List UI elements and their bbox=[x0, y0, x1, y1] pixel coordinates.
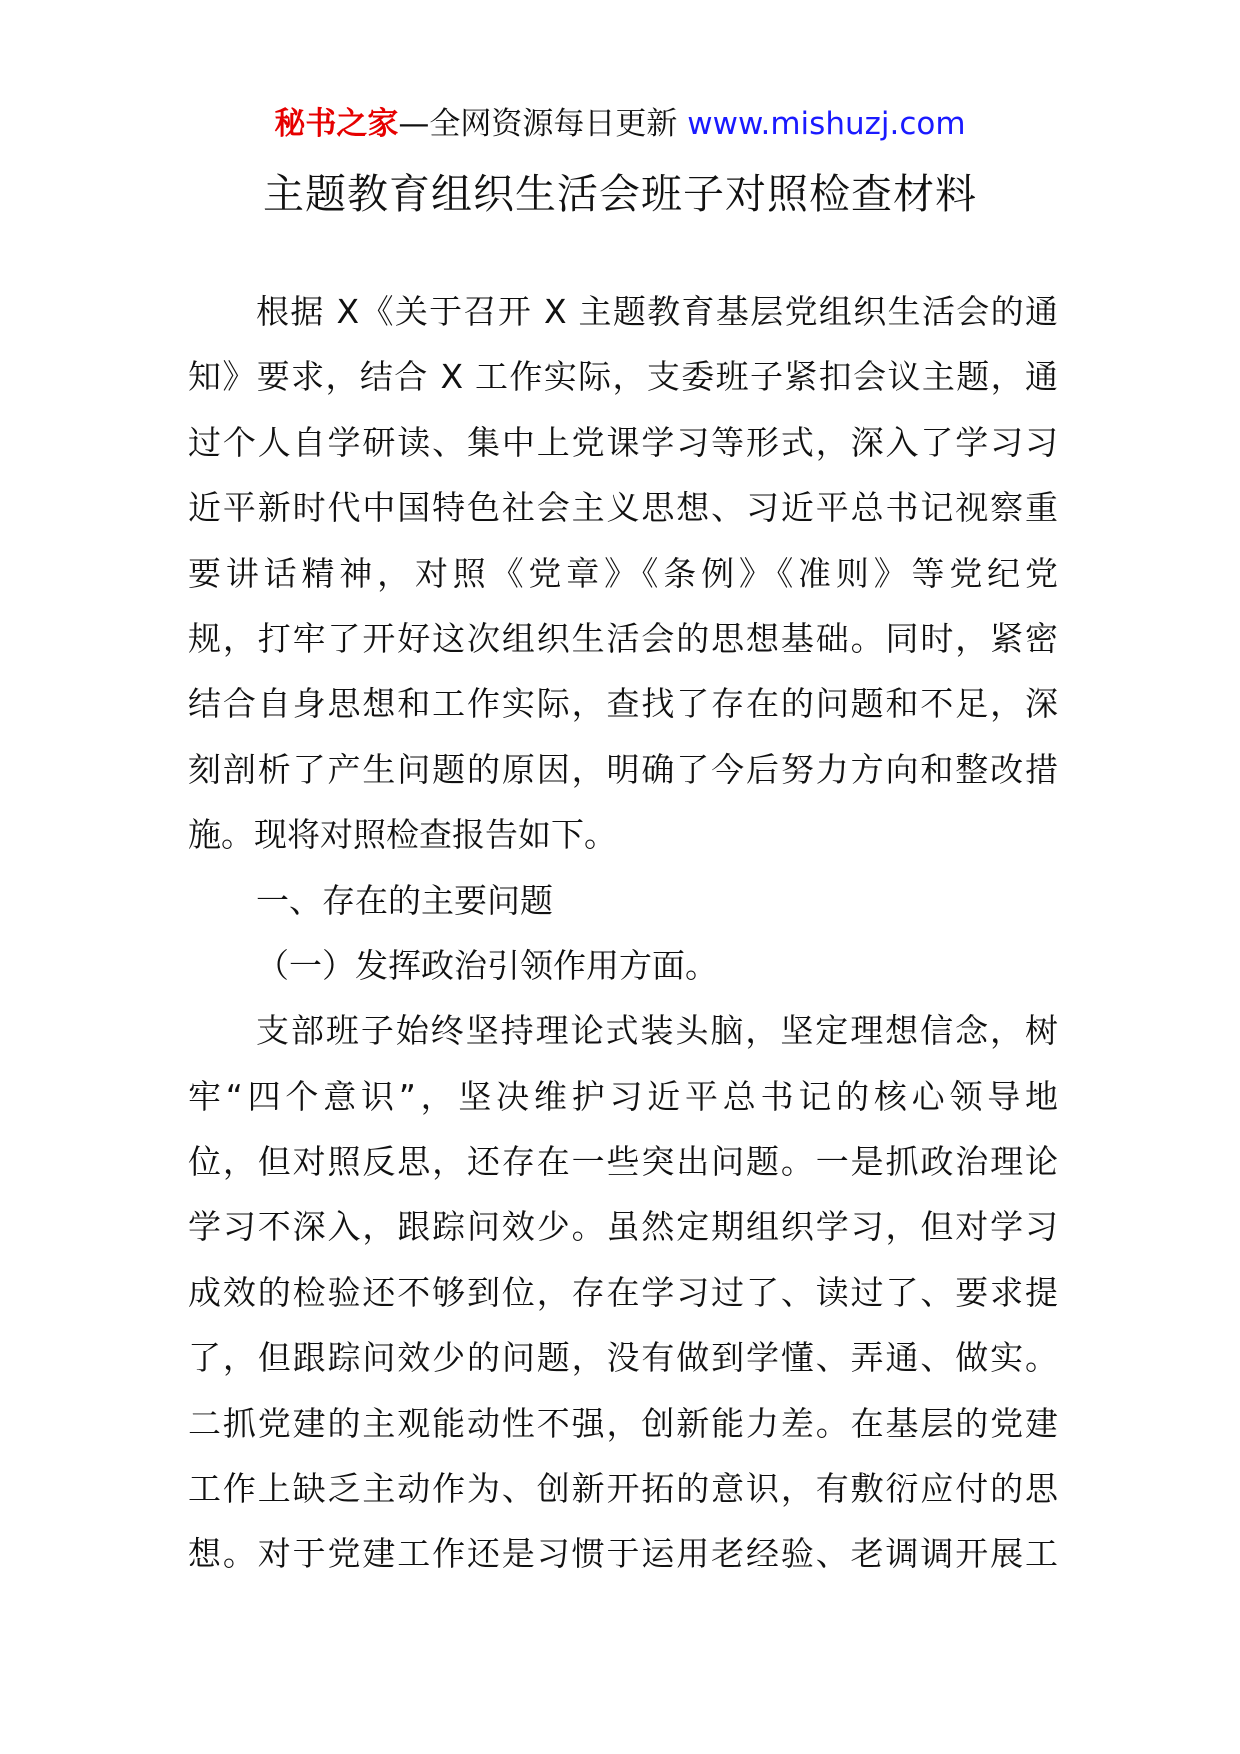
paragraph-line: 刻剖析了产生问题的原因，明确了今后努力方向和整改措 bbox=[188, 749, 1058, 789]
paragraph-line: 了，但跟踪问效少的问题，没有做到学懂、弄通、做实。 bbox=[188, 1338, 1058, 1378]
document-title: 主题教育组织生活会班子对照检查材料 bbox=[263, 170, 977, 218]
paragraph-line: 结合自身思想和工作实际，查找了存在的问题和不足，深 bbox=[188, 684, 1058, 724]
paragraph-line: 牢“四个意识”，坚决维护习近平总书记的核心领导地 bbox=[188, 1076, 1058, 1116]
paragraph-line: 施。现将对照检查报告如下。 bbox=[188, 815, 617, 855]
paragraph-line: 学习不深入，跟踪问效少。虽然定期组织学习，但对学习 bbox=[188, 1207, 1058, 1247]
paragraph-line: 想。对于党建工作还是习惯于运用老经验、老调调开展工 bbox=[188, 1534, 1058, 1574]
paragraph-line: 位，但对照反思，还存在一些突出问题。一是抓政治理论 bbox=[188, 1142, 1058, 1182]
paragraph-line: 支部班子始终坚持理论式装头脑，坚定理想信念，树 bbox=[256, 1011, 1058, 1051]
section-heading: 一、存在的主要问题 bbox=[256, 880, 553, 920]
document-body bbox=[188, 290, 1058, 1598]
site-url[interactable]: www.mishuzj.com bbox=[687, 106, 966, 142]
subsection-heading: （一）发挥政治引领作用方面。 bbox=[256, 945, 718, 985]
paragraph-line: 要讲话精神，对照《党章》《条例》《准则》等党纪党 bbox=[188, 553, 1058, 593]
paragraph-line: 知》要求，结合 X 工作实际，支委班子紧扣会议主题，通 bbox=[188, 357, 1058, 397]
site-header bbox=[0, 102, 1240, 146]
paragraph-line: 成效的检验还不够到位，存在学习过了、读过了、要求提 bbox=[188, 1272, 1058, 1312]
paragraph-line: 根据 X《关于召开 X 主题教育基层党组织生活会的通 bbox=[256, 292, 1058, 331]
paragraph-line: 规，打牢了开好这次组织生活会的思想基础。同时，紧密 bbox=[188, 618, 1058, 658]
site-slogan: —全网资源每日更新 bbox=[398, 106, 688, 142]
paragraph-line: 工作上缺乏主动作为、创新开拓的意识，有敷衍应付的思 bbox=[188, 1469, 1058, 1509]
paragraph-line: 近平新时代中国特色社会主义思想、习近平总书记视察重 bbox=[188, 488, 1058, 528]
paragraph-line: 二抓党建的主观能动性不强，创新能力差。在基层的党建 bbox=[188, 1403, 1058, 1443]
paragraph-line: 过个人自学研读、集中上党课学习等形式，深入了学习习 bbox=[188, 422, 1058, 462]
site-brand: 秘书之家 bbox=[274, 106, 399, 142]
